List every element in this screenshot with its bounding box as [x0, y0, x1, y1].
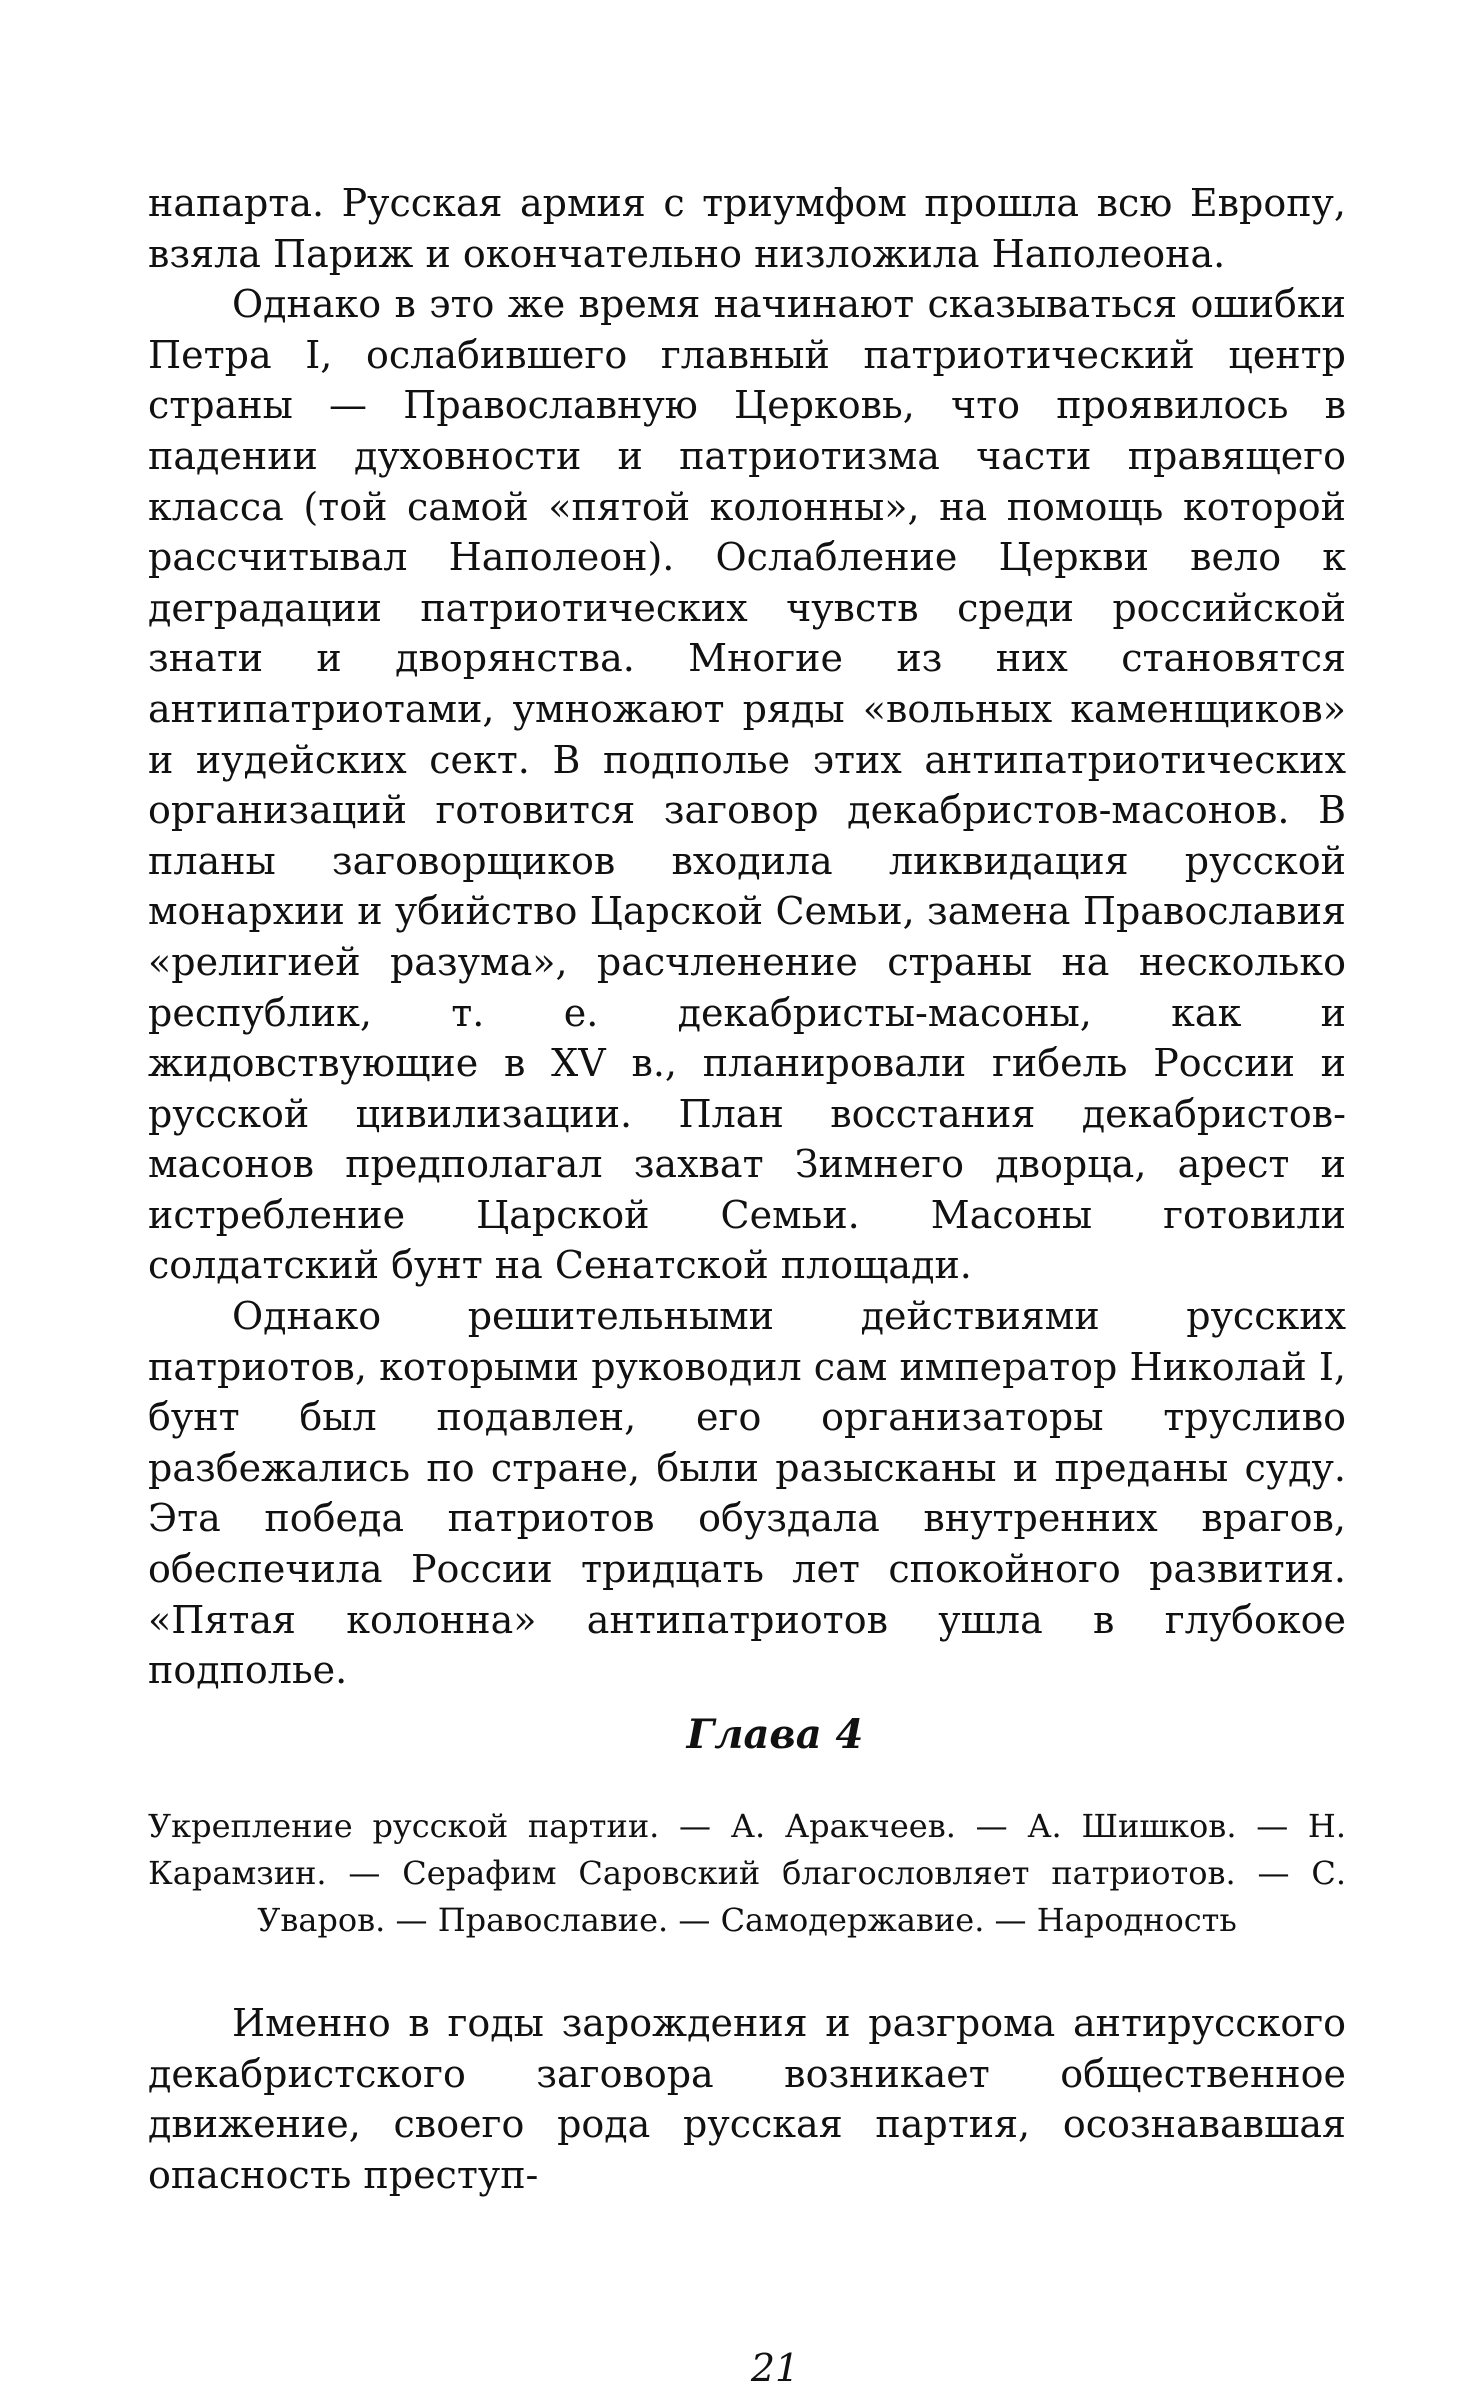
paragraph-suppression: Однако решительными действиями русских патриотов, которыми руководил сам император Николай I, бунт был подавлен, его организаторы трусливо разбежались по стране, были разысканы и преданы суду. Эта победа патриотов обуздала внутренних врагов, обеспечила России тридцать лет спокойного развития. «Пятая колонна» антипатриотов ушла в глубокое подполье. [148, 1294, 1346, 1693]
book-page [148, 178, 1346, 2390]
chapter-body [148, 1998, 1346, 2200]
page-number: 21 [750, 2346, 800, 2390]
paragraph-decembrists: Однако в это же время начинают сказываться ошибки Петра I, ослабившего главный патриотический центр страны — Православную Церковь, что проявилось в падении духовности и патриотизма части правящего класса (той самой «пятой колонны», на помощь которой рассчитывал Наполеон). Ослабление Церкви вело к деградации патриотических чувств среди российской знати и дворянства. Многие из них становятся антипатриотами, умножают ряды «вольных каменщиков» и иудейских сект. В подполье этих антипатриотических организаций готовится заговор декабристов-масонов. В планы заговорщиков входила ликвидация русской монархии и убийство Царской Семьи, замена Православия «религией разума», расчленение страны на несколько республик, т. е. декабристы-масоны, как и жидовствующие в XV в., планировали гибель России и русской цивилизации. План восстания декабристов-масонов предполагал захват Зимнего дворца, арест и истребление Царской Семьи. Масоны готовили солдатский бунт на Сенатской площади. [148, 282, 1346, 1288]
paragraph-continuation: напарта. Русская армия с триумфом прошла всю Европу, взяла Париж и окончательно низложила Наполеона. [148, 181, 1346, 276]
chapter-summary: Укрепление русской партии. — А. Аракчеев. — А. Шишков. — Н. Карамзин. — Серафим Саровский благословляет патриотов. — С. Уваров. — Православие. — Самодержавие. — Народность [148, 1807, 1346, 1939]
chapter-title: Глава 4 [686, 1711, 864, 1758]
paragraph-chapter-opening: Именно в годы зарождения и разгрома антирусского декабристского заговора возникает общественное движение, своего рода русская партия, осознававшая опасность преступ- [148, 2001, 1346, 2197]
